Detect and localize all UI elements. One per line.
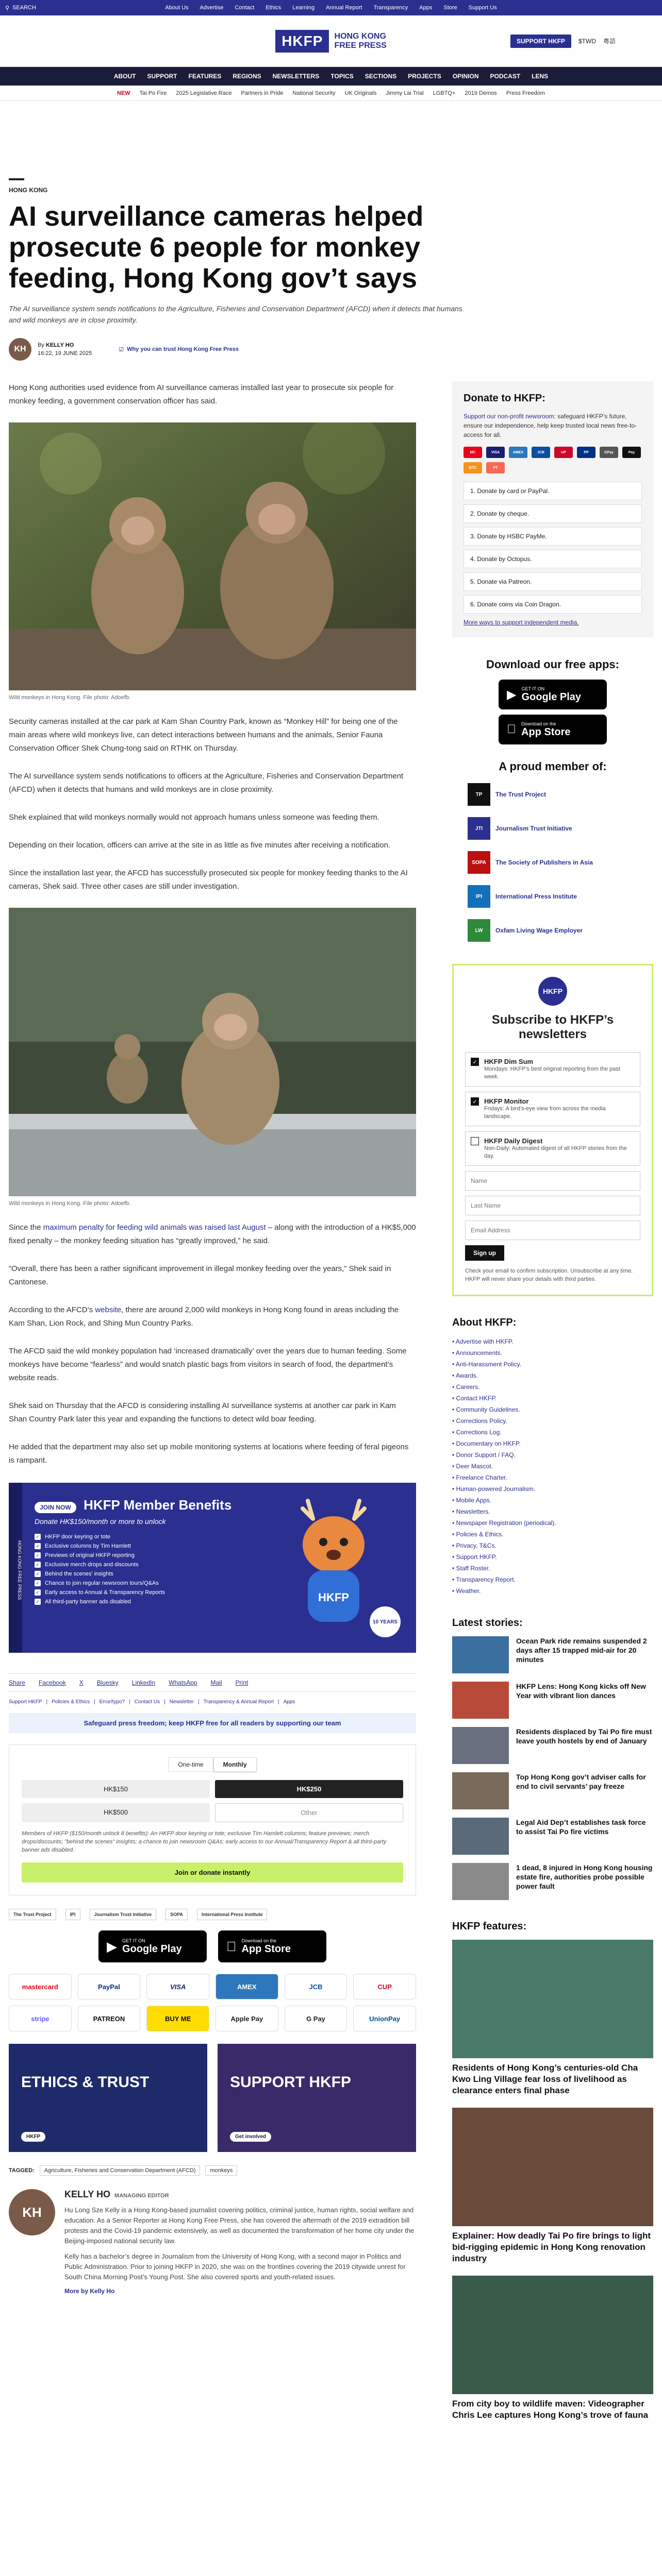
member-org-logo[interactable]: TP The Trust Project (468, 782, 653, 807)
article-paragraph: He added that the department may also set up mobile monitoring systems at locations where feeding of feral pigeons is rampant. (9, 1443, 409, 1465)
member-benefits-sub: Donate HK$150/month or more to unlock (35, 1517, 166, 1526)
language-switch[interactable]: 粵語 (603, 38, 616, 45)
util-link[interactable]: Store (443, 5, 457, 11)
ten-years-badge: 10 YEARS (370, 1606, 401, 1637)
story-thumbnail (452, 1818, 509, 1855)
trending-link[interactable]: LGBTQ+ (433, 90, 456, 96)
last-name-field[interactable] (465, 1196, 640, 1215)
benefit-item: ✓ Exclusive columns by Tim Hamlett (35, 1543, 267, 1549)
article-paragraph: Shek said on Thursday that the AFCD is considering installing AI surveillance systems at another car park in Kam Shan Country Park later this year and expanding the functions to detect wild boar feeding. (9, 1401, 396, 1423)
payment-logo: G Pay (285, 2006, 347, 2031)
nav-item[interactable]: ABOUT (113, 73, 136, 80)
donate-option[interactable]: 4. Donate by Octopus. (464, 550, 642, 568)
card-logo: Pay (622, 447, 641, 458)
latest-story[interactable]: Ocean Park ride remains suspended 2 days after 15 trapped mid-air for 20 minutes (452, 1636, 653, 1673)
utility-bar (0, 0, 662, 15)
check-icon: ✓ (35, 1552, 41, 1558)
app-store-badge[interactable]: Download on the App Store (218, 1930, 326, 1962)
trending-link[interactable]: 2019 Demos (465, 90, 497, 96)
footer-link[interactable]: Support HKFP (9, 1699, 42, 1705)
util-link[interactable]: Advertise (200, 5, 224, 11)
about-link[interactable]: • Privacy, T&Cs. (452, 1540, 653, 1551)
main-nav (0, 67, 662, 86)
app-store-badge[interactable]: Download on the App Store (499, 715, 607, 744)
check-icon: ✓ (35, 1571, 41, 1577)
newsletter-option[interactable]: ✓ HKFP Dim Sum Mondays: HKFP’s best original reporting from the past week. (465, 1052, 640, 1087)
benefit-item: ✓ Previews of original HKFP reporting (35, 1552, 267, 1558)
check-icon: ✓ (35, 1543, 41, 1549)
member-benefits-content (35, 1497, 267, 1608)
payment-logo: UnionPay (353, 2006, 416, 2031)
card-logo: UP (554, 447, 573, 458)
feature-image (452, 2108, 653, 2226)
byline (9, 338, 653, 361)
util-link[interactable]: Transparency (373, 5, 408, 11)
payment-logo: stripe (9, 2006, 72, 2031)
share-linkedin[interactable]: LinkedIn (131, 1679, 156, 1686)
latest-story[interactable]: Residents displaced by Tai Po fire must leave youth hostels by end of January (452, 1727, 653, 1764)
checkbox-checked[interactable]: ✓ (471, 1097, 479, 1106)
publish-date: 16:22, 19 JUNE 2025 (38, 350, 92, 357)
svg-text:HKFP: HKFP (318, 1591, 349, 1604)
share-bar (9, 1673, 416, 1692)
article-photo-monkeys-2[interactable] (9, 908, 416, 1196)
footer-link[interactable]: Apps (283, 1699, 295, 1705)
footer-link[interactable]: Policies & Ethics (52, 1699, 90, 1705)
footer-link[interactable]: Transparency & Annual Report (203, 1699, 274, 1705)
donate-option[interactable]: 1. Donate by card or PayPal. (464, 482, 642, 500)
nav-item[interactable]: OPINION (452, 73, 479, 80)
article-paragraph: Security cameras installed at the car park at Kam Shan Country Park, known as “Monkey Hill” for being one of the main areas where wild monkeys live, can detect interactions between humans and the animals, Senior Fauna Conservation Officer Shek Chung-tong said on RTHK on Thursday. (9, 717, 398, 753)
partner-logo[interactable]: SOPA (166, 1909, 188, 1920)
payment-logo: BUY ME (146, 2006, 209, 2031)
payment-logo: PATREON (78, 2006, 141, 2031)
article-tags (9, 2165, 416, 2176)
tag-link[interactable]: Agriculture, Fisheries and Conservation Department (AFCD) (40, 2165, 200, 2176)
payment-logo: JCB (285, 1974, 347, 1999)
photo-caption: Wild monkeys in Hong Kong. File photo: Adoefb. (9, 1200, 131, 1207)
support-banner[interactable]: SUPPORT HKFP Get involved (218, 2044, 416, 2152)
payment-logo: PayPal (78, 1974, 141, 1999)
payment-logo: AMEX (216, 1974, 278, 1999)
share-whatsapp[interactable]: WhatsApp (169, 1679, 197, 1686)
share-x[interactable]: X (79, 1679, 84, 1686)
partner-logo[interactable]: IPI (65, 1909, 80, 1920)
hkfp-badge-icon: HKFP (538, 977, 567, 1006)
apple-icon (507, 722, 516, 737)
play-icon: ▶ (507, 687, 517, 702)
freq-monthly[interactable]: Monthly (213, 1757, 257, 1772)
payment-logo: VISA (146, 1974, 209, 1999)
latest-title: Latest stories: (452, 1617, 523, 1629)
shield-icon: ☑ (119, 346, 124, 353)
util-link[interactable]: Contact (235, 5, 255, 11)
trending-nav (0, 86, 662, 101)
nav-item[interactable]: NEWSLETTERS (272, 73, 320, 80)
article-paragraph: The AI surveillance system sends notifications to officers at the Agriculture, Fisheries and Conservation Department (AFCD) when it detects that humans and wild monkeys are in close proximity. (9, 772, 404, 794)
byline-text: By KELLY HO 16:22, 19 JUNE 2025 (38, 342, 92, 357)
subscribe-title: Subscribe to HKFP’s newsletters (491, 1013, 614, 1041)
author-bio: Kelly has a bachelor’s degree in Journalism from the University of Hong Kong, with a second major in Politics and Public Administration. Prior to joining HKFP in 2020, she was on the frontlines covering the 2019 citywide unrest for South China Morning Post’s Young Post. She also covered sports and youth-related issues. (64, 2252, 406, 2281)
amount-other-input[interactable]: Other (215, 1803, 403, 1822)
support-hkfp-button[interactable]: SUPPORT HKFP (510, 35, 571, 48)
author-bio: Hu Long Sze Kelly is a Hong Kong-based journalist covering politics, criminal justice, human rights, social welfare and education. As a Senior Reporter at Hong Kong Free Press, she has covered the aftermath of the 2019 extradition bill protests and the Covid-19 pandemic extensively, as well as documented the transformation of her home city under the Beijing-imposed national security law. (64, 2206, 415, 2245)
share-bluesky[interactable]: Bluesky (96, 1679, 119, 1686)
card-logo: VISA (486, 447, 505, 458)
benefit-item: ✓ HKFP door keyring or tote (35, 1534, 267, 1540)
partner-logos (9, 1909, 416, 1920)
join-now-button[interactable]: JOIN NOW (35, 1502, 76, 1513)
util-link[interactable]: Learning (292, 5, 315, 11)
benefit-item: ✓ Behind the scenes’ insights (35, 1571, 267, 1577)
latest-story[interactable]: Top Hong Kong gov’t adviser calls for end to civil servants’ pay freeze (452, 1772, 653, 1809)
donate-option[interactable]: 5. Donate via Patreon. (464, 572, 642, 591)
amount-options (22, 1780, 403, 1822)
article-header (9, 101, 653, 361)
share-label[interactable]: Share (9, 1679, 26, 1686)
partner-logo[interactable]: The Trust Project (9, 1909, 56, 1920)
search-toggle[interactable]: ⚲ SEARCH (5, 5, 36, 11)
new-label: NEW (117, 90, 130, 96)
member-org-logo[interactable]: SOPA The Society of Publishers in Asia (468, 850, 653, 875)
partner-logo[interactable]: International Press Institute (197, 1909, 268, 1920)
feature-story[interactable]: From city boy to wildlife maven: Videographer Chris Lee captures Hong Kong’s trove of fauna (452, 2276, 653, 2421)
member-org-logo[interactable]: JTI Journalism Trust Initiative (468, 816, 653, 841)
donation-widget (9, 1744, 416, 1895)
about-title: About HKFP: (452, 1317, 517, 1328)
latest-stories (452, 1636, 653, 1900)
latest-story[interactable]: 1 dead, 8 injured in Hong Kong housing estate fire, authorities probe possible power fault (452, 1863, 653, 1900)
footer-link[interactable]: Error/typo? (99, 1699, 125, 1705)
payment-logo: mastercard (9, 1974, 72, 1999)
checkbox[interactable] (471, 1137, 479, 1145)
site-logo[interactable] (275, 30, 387, 53)
article-paragraph: Shek explained that wild monkeys normally would not approach humans unless someone was feeding them. (9, 813, 379, 822)
checkbox-checked[interactable]: ✓ (471, 1058, 479, 1066)
payment-logo: CUP (353, 1974, 416, 1999)
feature-image (452, 1940, 653, 2058)
footer-link[interactable]: Contact Us (134, 1699, 160, 1705)
logo-mark: HKFP (275, 30, 329, 53)
card-logo: PT (486, 462, 505, 473)
member-benefits-title: HKFP Member Benefits (84, 1497, 232, 1513)
donate-instantly-button[interactable]: Join or donate instantly (22, 1862, 403, 1883)
share-facebook[interactable]: Facebook (39, 1679, 66, 1686)
promo-banners (9, 2044, 416, 2152)
about-link[interactable]: • Contact HKFP. (452, 1393, 653, 1404)
author-avatar-large[interactable]: KH (9, 2189, 55, 2235)
footer-link[interactable]: Newsletter (169, 1699, 194, 1705)
article-standfirst: The AI surveillance system sends notifications to the Agriculture, Fisheries and Conservation Department (AFCD) when it detects that humans and wild monkeys are in close proximity. (9, 304, 462, 324)
article-paragraph: Since the maximum penalty for feeding wild animals was raised last August – along with the introduction of a HK$5,000 fixed penalty – the monkey feeding situation has “greatly improved,” he said. (9, 1223, 416, 1245)
article-headline: AI surveillance cameras helped prosecute 6 people for monkey feeding, Hong Kong gov’t says (9, 201, 424, 294)
about-link[interactable]: • Announcements. (452, 1347, 653, 1359)
about-link[interactable]: • Careers. (452, 1381, 653, 1393)
frequency-toggle (22, 1757, 403, 1772)
nonprofit-link[interactable]: Support our non-profit newsroom (464, 413, 554, 420)
article-paragraph: Since the installation last year, the AFCD has successfully prosecuted six people for monkey feeding thanks to the AI cameras, Shek said. Three other cases are still under investigation. (9, 869, 408, 891)
benefit-item: ✓ All third-party banner ads disabled (35, 1599, 267, 1605)
about-link[interactable]: • Human-powered Journalism. (452, 1483, 653, 1495)
donate-option[interactable]: 3. Donate by HSBC PayMe. (464, 527, 642, 546)
check-icon: ✓ (35, 1562, 41, 1568)
about-link[interactable]: • Documentary on HKFP. (452, 1438, 653, 1449)
nav-item[interactable]: PROJECTS (408, 73, 441, 80)
deer-mascot-illustration (282, 1498, 385, 1632)
logo-wordmark: HONG KONG FREE PRESS (334, 31, 387, 50)
policy-links: Support HKFP | Policies & Ethics | Error/typo? | Contact Us | Newsletter | Transparency & Annual Report | Apps (9, 1699, 295, 1705)
author-name[interactable]: KELLY HO MANAGING EDITOR (64, 2189, 169, 2199)
util-link[interactable]: Annual Report (326, 5, 362, 11)
nav-item[interactable]: TOPICS (330, 73, 354, 80)
about-link[interactable]: • Deer Mascot. (452, 1461, 653, 1472)
payment-logo: Apple Pay (216, 2006, 278, 2031)
newsletter-signup (452, 964, 653, 1296)
freq-one-time[interactable]: One-time (168, 1757, 213, 1772)
nav-item[interactable]: PODCAST (490, 73, 521, 80)
story-thumbnail (452, 1727, 509, 1764)
card-logos (464, 447, 642, 473)
donate-intro: Support our non-profit newsroom: safeguard HKFP’s future, ensure our independence, help keep trusted local news free-to-access for all. (464, 413, 637, 438)
safeguard-banner[interactable]: Safeguard press freedom; keep HKFP free for all readers by supporting our team (9, 1713, 416, 1733)
member-benefits-banner[interactable] (9, 1483, 416, 1653)
amount-option[interactable]: HK$500 (22, 1803, 210, 1822)
nav-item[interactable]: SECTIONS (365, 73, 397, 80)
check-icon: ✓ (35, 1534, 41, 1540)
google-play-badge[interactable]: ▶ GET IT ON Google Play (98, 1930, 207, 1962)
story-thumbnail (452, 1863, 509, 1900)
sidebar-app-badges (452, 680, 653, 744)
signup-button[interactable]: Sign up (465, 1245, 504, 1261)
trending-link[interactable]: Partners in Pride (241, 90, 284, 96)
article-paragraph: The AFCD said the wild monkey population had ‘increased dramatically’ over the years due to human feeding. Some monkeys have become “fearless” and would snatch plastic bags from visitors in search of food, the department’s website reads. (9, 1347, 407, 1382)
member-org-logo[interactable]: IPI International Press Institute (468, 884, 653, 909)
article-photo-monkeys[interactable] (9, 422, 416, 690)
header-rule (9, 178, 24, 180)
card-logo: BTC (464, 462, 482, 473)
nav-item[interactable]: FEATURES (188, 73, 222, 80)
card-logo: GPay (600, 447, 618, 458)
member-of-title: A proud member of: (499, 760, 607, 773)
about-link[interactable]: • Newspaper Registration (periodical). (452, 1517, 653, 1529)
amount-option[interactable]: HK$150 (22, 1780, 210, 1798)
ethics-banner[interactable]: ETHICS & TRUST HKFP (9, 2044, 207, 2152)
trending-link[interactable]: 2025 Legislative Race (176, 90, 232, 96)
apps-title: Download our free apps: (486, 658, 619, 671)
about-link[interactable]: • Support HKFP. (452, 1551, 653, 1563)
util-link[interactable]: About Us (165, 5, 189, 11)
photo-caption: Wild monkeys in Hong Kong. File photo: Adoefb. (9, 694, 131, 701)
trending-link[interactable]: Press Freedom (506, 90, 545, 96)
check-icon: ✓ (35, 1589, 41, 1596)
about-link[interactable]: • Freelance Charter. (452, 1472, 653, 1483)
article-paragraph: “Overall, there has been a rather significant improvement in illegal monkey feeding over the years,” Shek said in Cantonese. (9, 1264, 391, 1286)
article-paragraph: According to the AFCD’s website, there are around 2,000 wild monkeys in Hong Kong found in areas including the Kam Shan, Lion Rock, and Shing Mun Country Parks. (9, 1306, 399, 1328)
about-link[interactable]: • Corrections Policy. (452, 1415, 653, 1427)
newsletter-option[interactable]: ✓ HKFP Monitor Fridays: A bird’s-eye view from across the media landscape. (465, 1092, 640, 1126)
util-link[interactable]: Support Us (468, 5, 497, 11)
content-area (9, 381, 653, 2432)
about-link[interactable]: • Transparency Report. (452, 1574, 653, 1585)
play-icon: ▶ (107, 1938, 117, 1954)
amount-option-selected[interactable]: HK$250 (215, 1780, 403, 1798)
story-thumbnail (452, 1636, 509, 1673)
first-name-field[interactable] (465, 1171, 640, 1191)
currency-switch[interactable]: $TWD (578, 37, 596, 45)
google-play-badge[interactable]: ▶ GET IT ON Google Play (499, 680, 607, 709)
benefit-item: ✓ Exclusive merch drops and discounts (35, 1562, 267, 1568)
check-icon: ✓ (35, 1599, 41, 1605)
article-paragraph: Depending on their location, officers can arrive at the site in as little as five minutes after receiving a notification. (9, 841, 391, 850)
about-link[interactable]: • Donor Support / FAQ. (452, 1449, 653, 1461)
card-logo: JCB (532, 447, 550, 458)
about-link[interactable]: • Anti-Harassment Policy. (452, 1359, 653, 1370)
about-link[interactable]: • Awards. (452, 1370, 653, 1381)
check-icon: ✓ (35, 1580, 41, 1586)
share-print[interactable]: Print (235, 1679, 249, 1686)
apple-icon (226, 1939, 237, 1955)
card-logo: MC (464, 447, 482, 458)
feature-story[interactable]: Residents of Hong Kong’s centuries-old Cha Kwo Ling Village fear loss of livelihood as clearance enters final phase (452, 1940, 653, 2096)
masthead (0, 15, 662, 67)
tag-link[interactable]: monkeys (205, 2165, 237, 2176)
more-ways-link[interactable]: More ways to support independent media. (464, 619, 579, 626)
email-field[interactable] (465, 1221, 640, 1240)
app-store-badges (9, 1930, 416, 1962)
about-links (452, 1336, 653, 1597)
sidebar (452, 381, 653, 2432)
util-link[interactable]: Ethics (266, 5, 282, 11)
author-link[interactable]: KELLY HO (45, 342, 74, 348)
util-link[interactable]: Apps (419, 5, 433, 11)
latest-story[interactable]: Legal Aid Dep’t establishes task force to assist Tai Po fire victims (452, 1818, 653, 1855)
nav-item[interactable]: REGIONS (233, 73, 261, 80)
payment-methods (9, 1974, 416, 2031)
benefit-item: ✓ Early access to Annual & Transparency Reports (35, 1589, 267, 1596)
author-avatar[interactable]: KH (9, 338, 31, 361)
nav-item[interactable]: SUPPORT (147, 73, 177, 80)
about-link[interactable]: • Staff Roster. (452, 1563, 653, 1574)
article-body (9, 381, 416, 2432)
about-link[interactable]: • Community Guidelines. (452, 1404, 653, 1415)
author-role: MANAGING EDITOR (114, 2193, 169, 2199)
share-mail[interactable]: Mail (210, 1679, 222, 1686)
about-link[interactable]: • Newsletters. (452, 1506, 653, 1517)
donate-option[interactable]: 2. Donate by cheque. (464, 504, 642, 523)
about-link[interactable]: • Policies & Ethics. (452, 1529, 653, 1540)
features-title: HKFP features: (452, 1921, 527, 1932)
about-link[interactable]: • Weather. (452, 1585, 653, 1597)
nav-item[interactable]: LENS (532, 73, 549, 80)
story-thumbnail (452, 1682, 509, 1719)
trending-link[interactable]: UK Originals (344, 90, 377, 96)
latest-story[interactable]: HKFP Lens: Hong Kong kicks off New Year with vibrant lion dances (452, 1682, 653, 1719)
benefit-item: ✓ Chance to join regular newsroom tours/Q&As (35, 1580, 267, 1586)
card-logo: AMEX (509, 447, 527, 458)
donate-title: Donate to HKFP: (464, 393, 545, 404)
card-logo: PP (577, 447, 595, 458)
penalty-link[interactable]: maximum penalty for feeding wild animals was raised last August (43, 1223, 266, 1232)
tags-label: TAGGED: (9, 2167, 35, 2174)
about-link[interactable]: • Mobile Apps. (452, 1495, 653, 1506)
trending-link[interactable]: Tai Po Fire (139, 90, 167, 96)
article-paragraph: Hong Kong authorities used evidence from AI surveillance cameras installed last year to prosecute six people for monkey feeding, a government conservation officer has said. (9, 383, 394, 405)
story-thumbnail (452, 1772, 509, 1809)
member-org-logo[interactable]: LW Oxfam Living Wage Employer (468, 918, 653, 943)
masthead-actions (510, 35, 616, 48)
article-category[interactable]: HONG KONG (9, 187, 48, 194)
feature-story[interactable]: Explainer: How deadly Tai Po fire brings to light bid-rigging epidemic in Hong Kong renovation industry (452, 2108, 653, 2264)
trending-link[interactable]: Jimmy Lai Trial (386, 90, 424, 96)
about-link[interactable]: • Corrections Log. (452, 1427, 653, 1438)
afcd-website-link[interactable]: website (95, 1306, 122, 1314)
trending-link[interactable]: National Security (292, 90, 336, 96)
benefits-list (35, 1534, 267, 1605)
about-link[interactable]: • Advertise with HKFP. (452, 1336, 653, 1347)
newsletter-option[interactable]: HKFP Daily Digest Non-Daily: Automated digest of all HKFP stories from the day. (465, 1131, 640, 1166)
donate-box (452, 381, 653, 637)
partner-logo[interactable]: Journalism Trust Initiative (90, 1909, 157, 1920)
trust-note-link[interactable]: ☑ Why you can trust Hong Kong Free Press (119, 346, 239, 353)
more-by-author-link[interactable]: More by Kelly Ho (64, 2287, 115, 2295)
member-of-logos (452, 782, 653, 943)
search-icon: ⚲ (5, 5, 10, 11)
signup-fine-print: Check your email to confirm subscription. Unsubscribe at any time. HKFP will never share your details with third parties. (465, 1268, 633, 1282)
donation-note: Members of HKFP ($150/month unlock 8 benefits): An HKFP door keyring or tote; exclusive Tim Hamlett columns; feature previews; merch drops/discounts; "behind the scenes" insights; a chance to join newsroom Q&As; early access to our Annual/Transparency Report & all third-party banner ads disabled. (22, 1831, 387, 1853)
author-box (9, 2189, 416, 2305)
feature-image (452, 2276, 653, 2394)
banner-strip: HONG KONG FREE PRESS (9, 1483, 22, 1653)
donate-option[interactable]: 6. Donate coins via Coin Dragon. (464, 595, 642, 614)
